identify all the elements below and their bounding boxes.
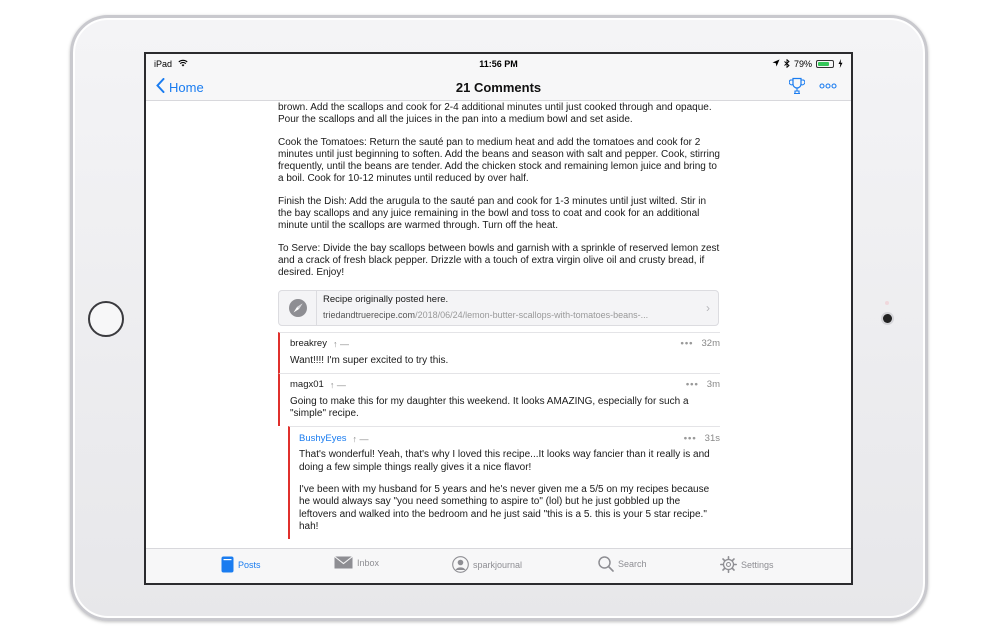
tab-label: sparkjournal bbox=[473, 559, 523, 570]
tab-profile[interactable] bbox=[452, 556, 522, 573]
tab-label: Posts bbox=[238, 559, 261, 570]
user-icon bbox=[452, 556, 469, 573]
link-url bbox=[323, 309, 648, 321]
status-time: 11:56 PM bbox=[479, 59, 518, 69]
wifi-icon bbox=[178, 59, 188, 69]
charging-icon bbox=[838, 59, 843, 70]
search-icon bbox=[598, 556, 614, 572]
comment-options-icon[interactable]: ••• bbox=[680, 337, 694, 349]
comment-list bbox=[278, 332, 720, 540]
location-icon bbox=[772, 59, 780, 69]
comment-age: 3m bbox=[706, 379, 720, 391]
trophy-icon bbox=[789, 77, 805, 95]
tab-label: Settings bbox=[741, 559, 774, 570]
post-content[interactable] bbox=[278, 101, 720, 548]
envelope-icon bbox=[334, 556, 353, 569]
bluetooth-icon bbox=[784, 59, 790, 70]
post-paragraph: To Serve: Divide the bay scallops between bowls and garnish with a sprinkle of reserved lemon zest and a crack of fresh black pepper. Drizzle with a touch of extra virgin olive oil and crusty bread, if desired. Enjoy! bbox=[278, 242, 720, 279]
link-domain: triedandtruerecipe.com bbox=[323, 310, 416, 321]
upvote-button[interactable]: ↑ — bbox=[352, 433, 369, 444]
tab-bar bbox=[146, 548, 851, 583]
comment-author-op[interactable]: BushyEyes bbox=[299, 432, 347, 444]
comment-options-icon[interactable]: ••• bbox=[685, 379, 699, 391]
status-bar bbox=[146, 54, 851, 74]
post-paragraph: Cook the Tomatoes: Return the sauté pan to medium heat and add the tomatoes and cook for 2 minutes until just beginning to soften. Add the beans and season with salt and pepper. Cook, stirring frequently, until the beans are tender. Add the chicken stock and remaining lemon juice and bring to a boil. Cook for 10-12 minutes until reduced by over half. bbox=[278, 136, 720, 185]
comment-options-icon[interactable]: ••• bbox=[683, 432, 697, 444]
tab-inbox[interactable] bbox=[334, 556, 379, 569]
comment-text: I've been with my husband for 5 years and he's never given me a 5/5 on my recipes because he would always say "you need something to aspire to" (lol) but he just gobbled up the leftovers and walked into the bedroom and he just said "this is a 5. this is your 5 star recipe." hah! bbox=[299, 484, 710, 532]
chevron-left-icon bbox=[156, 78, 165, 96]
recipe-link-card[interactable] bbox=[278, 290, 719, 326]
tab-label: Inbox bbox=[357, 557, 380, 568]
post-paragraph: Finish the Dish: Add the arugula to the sauté pan and cook for 1-3 minutes until just wilted. Stir in the bay scallops and any juice remaining in the bowl and toss to coat and cook for an additional minute until the scallops are warmed through. Turn off the heat. bbox=[278, 195, 707, 232]
comment-author[interactable]: magx01 bbox=[290, 379, 324, 391]
link-title: Recipe originally posted here. bbox=[323, 293, 449, 305]
navigation-bar bbox=[146, 74, 851, 101]
comment-text: Going to make this for my daughter this weekend. It looks AMAZING, especially for such a "simple" recipe. bbox=[290, 395, 689, 420]
battery-percent: 79% bbox=[793, 59, 812, 69]
posts-icon bbox=[221, 556, 234, 573]
gear-icon bbox=[720, 556, 737, 573]
comment-reply[interactable] bbox=[288, 426, 720, 539]
home-button[interactable] bbox=[88, 301, 124, 337]
comment[interactable] bbox=[278, 373, 720, 427]
comment-text: That's wonderful! Yeah, that's why I loved this recipe...It looks way fancier than it really is and doing a few simple things really gives it a nice flavor! bbox=[299, 449, 710, 473]
back-label: Home bbox=[169, 79, 204, 95]
tab-posts[interactable] bbox=[221, 556, 261, 573]
link-path: /2018/06/24/lemon-butter-scallops-with-tomatoes-beans-... bbox=[415, 310, 649, 321]
link-icon-wrapper bbox=[279, 291, 317, 325]
trophy-button[interactable] bbox=[789, 77, 805, 95]
comment-text: Want!!!! I'm super excited to try this. bbox=[290, 354, 449, 366]
back-button[interactable] bbox=[156, 78, 204, 96]
more-button[interactable] bbox=[819, 83, 837, 89]
upvote-button[interactable]: ↑ — bbox=[329, 380, 346, 391]
comment[interactable] bbox=[278, 332, 720, 373]
device-label: iPad bbox=[154, 59, 173, 69]
comment-age: 32m bbox=[701, 337, 720, 349]
screen bbox=[144, 52, 853, 585]
battery-fill bbox=[818, 62, 829, 66]
chevron-right-icon: › bbox=[706, 300, 710, 315]
light-sensor bbox=[885, 301, 889, 305]
compass-icon bbox=[288, 298, 308, 318]
tab-search[interactable] bbox=[598, 556, 647, 572]
front-camera bbox=[883, 314, 892, 323]
upvote-button[interactable]: ↑ — bbox=[332, 338, 349, 349]
post-paragraph: brown. Add the scallops and cook for 2-4 additional minutes until just cooked through and opaque. Pour the scallops and all the juices in the pan into a medium bowl and set aside. bbox=[278, 102, 712, 126]
more-icon bbox=[819, 83, 837, 89]
battery-icon bbox=[816, 60, 834, 68]
comment-author[interactable]: breakrey bbox=[290, 337, 327, 349]
comment-age: 31s bbox=[704, 432, 720, 444]
page-title: 21 Comments bbox=[455, 79, 542, 95]
tab-label: Search bbox=[618, 559, 647, 569]
tab-settings[interactable] bbox=[720, 556, 774, 573]
